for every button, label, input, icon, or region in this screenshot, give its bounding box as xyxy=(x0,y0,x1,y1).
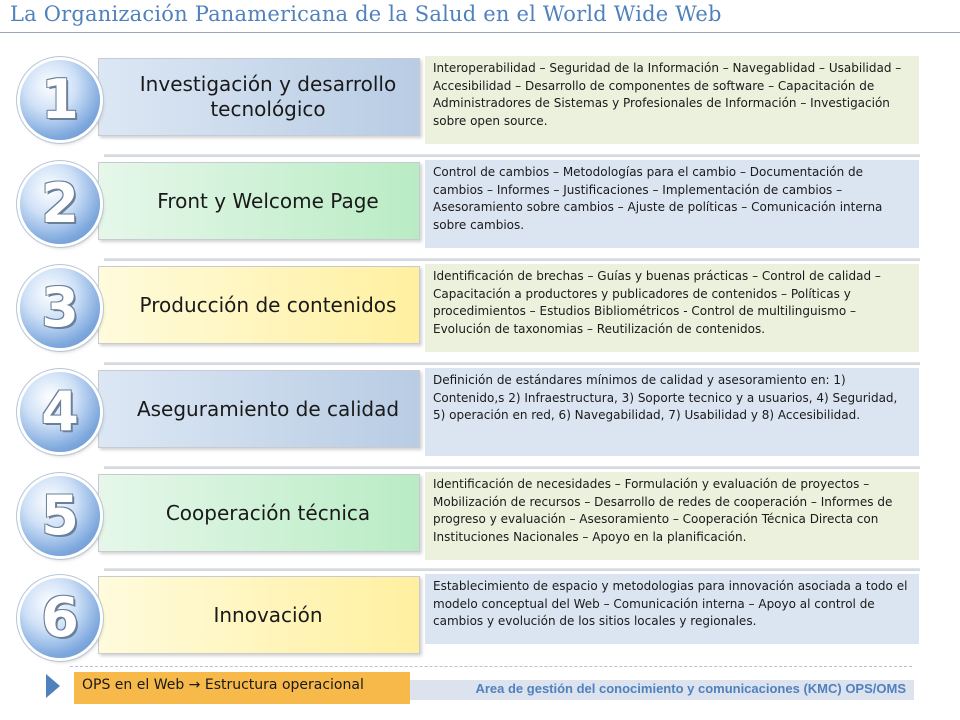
section-label-box xyxy=(98,474,420,552)
section-description: Identificación de brechas – Guías y buenas prácticas – Control de calidad – Capacitación a productores y publicadores de contenidos – Políticas y procedimientos – Estudios Bibliométricos - Control de multilinguismo – Evolución de taxonomias – Reutilización de contenidos. xyxy=(425,264,919,352)
section-row-2 xyxy=(0,160,960,264)
number-badge-icon xyxy=(20,476,100,556)
row-divider xyxy=(104,258,920,261)
section-label: Front y Welcome Page xyxy=(157,188,379,213)
footer-divider xyxy=(70,666,912,667)
number-badge-icon xyxy=(20,578,100,658)
section-label: Investigación y desarrollo tecnológico xyxy=(139,72,397,121)
section-row-4 xyxy=(0,368,960,472)
section-label-box xyxy=(98,370,420,448)
number-badge-icon xyxy=(20,268,100,348)
section-description: Interoperabilidad – Seguridad de la Información – Navegablidad – Usabilidad – Accesibilidad – Desarrollo de componentes de software – Capacitación de Administradores de Sistemas y Profesionales de Información – Investigación sobre open source. xyxy=(425,56,919,144)
badge-number: 6 xyxy=(41,586,79,649)
section-description: Establecimiento de espacio y metodologias para innovación asociada a todo el modelo conceptual del Web – Comunicación interna – Apoyo al control de cambios y evolución de los sitios locales y regionales. xyxy=(425,574,919,644)
row-divider xyxy=(104,568,920,571)
section-row-3 xyxy=(0,264,960,368)
section-description: Identificación de necesidades – Formulación y evaluación de proyectos – Mobilización de recursos – Desarrollo de redes de cooperación – Informes de progreso y evaluación – Asesoramiento – Cooperación Técnica Directa con Instituciones Nacionales – Apoyo en la planificación. xyxy=(425,472,919,560)
section-label-box xyxy=(98,576,420,654)
badge-number: 1 xyxy=(41,68,79,131)
row-divider xyxy=(104,362,920,365)
row-divider xyxy=(104,154,920,157)
section-row-5 xyxy=(0,472,960,576)
footer-credit: Area de gestión del conocimiento y comunicaciones (KMC) OPS/OMS xyxy=(410,680,914,700)
section-label: Cooperación técnica xyxy=(165,500,371,525)
section-row-6 xyxy=(0,574,960,678)
section-row-1 xyxy=(0,56,960,160)
number-badge-icon xyxy=(20,372,100,452)
page-title: La Organización Panamericana de la Salud en el World Wide Web xyxy=(10,2,722,26)
badge-number: 5 xyxy=(41,484,79,547)
row-divider xyxy=(104,466,920,469)
section-label: Producción de contenidos xyxy=(139,292,397,317)
section-label-box xyxy=(98,266,420,344)
footer-section-label: OPS en el Web → Estructura operacional xyxy=(74,672,410,704)
badge-number: 4 xyxy=(41,380,79,443)
section-label: Aseguramiento de calidad xyxy=(136,396,400,421)
section-label: Innovación xyxy=(213,602,323,627)
section-description: Definición de estándares mínimos de calidad y asesoramiento en: 1) Contenido,s 2) Infraestructura, 3) Soporte tecnico y a usuarios, 4) Seguridad, 5) operación en red, 6) Navegabilidad, 7) Usabilidad y 8) Accesibilidad. xyxy=(425,368,919,456)
badge-number: 2 xyxy=(41,172,79,235)
section-description: Control de cambios – Metodologías para el cambio – Documentación de cambios – Informes – Justificaciones – Implementación de cambios – Asesoramiento sobre cambios – Ajuste de políticas – Comunicación interna sobre cambios. xyxy=(425,160,919,248)
title-divider xyxy=(0,32,960,33)
badge-number: 3 xyxy=(41,276,79,339)
section-label-box xyxy=(98,162,420,240)
number-badge-icon xyxy=(20,164,100,244)
number-badge-icon xyxy=(20,60,100,140)
play-arrow-icon xyxy=(46,674,60,698)
section-label-box xyxy=(98,58,420,136)
